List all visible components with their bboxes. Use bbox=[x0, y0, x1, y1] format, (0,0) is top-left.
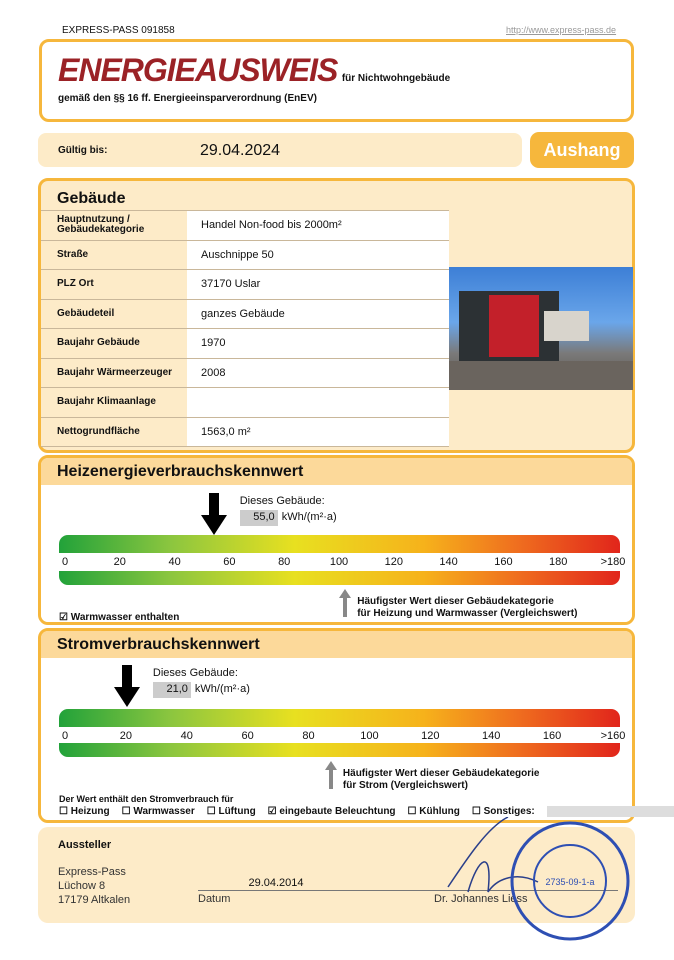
scale-tick-label: 20 bbox=[113, 556, 126, 568]
row-label: Nettogrundfläche bbox=[41, 418, 187, 447]
scale-tick-label: 100 bbox=[329, 556, 349, 568]
validity-date: 29.04.2024 bbox=[200, 142, 281, 159]
value-unit: kWh/(m²·a) bbox=[281, 511, 337, 523]
reference-text-2: für Strom (Vergleichswert) bbox=[342, 780, 468, 791]
svg-text:2735-09-1-a: 2735-09-1-a bbox=[545, 877, 595, 887]
building-section bbox=[38, 178, 635, 453]
row-value: 2008 bbox=[187, 359, 449, 388]
checkbox-icon[interactable]: ☐ bbox=[121, 806, 131, 817]
scale-tick-label: 60 bbox=[241, 730, 254, 742]
option-checkbox[interactable] bbox=[207, 806, 256, 817]
option-checkbox[interactable] bbox=[268, 806, 396, 817]
signer-name: Dr. Johannes Liess bbox=[434, 893, 528, 905]
pass-id: EXPRESS-PASS 091858 bbox=[62, 25, 175, 36]
table-row bbox=[41, 359, 449, 389]
building-value-arrow-icon bbox=[114, 665, 140, 707]
scale-tick-label: 160 bbox=[494, 556, 513, 568]
scale-bar-top bbox=[59, 709, 620, 727]
row-value: 37170 Uslar bbox=[187, 270, 449, 299]
scale-tick-label: 0 bbox=[61, 730, 69, 742]
building-value: 21,0 bbox=[153, 682, 191, 698]
scale-tick-label: 100 bbox=[360, 730, 379, 742]
building-table bbox=[41, 210, 449, 438]
issuer-city: 17179 Altkalen bbox=[58, 894, 131, 906]
checkbox-icon[interactable]: ☑ bbox=[267, 806, 277, 817]
scale-tick-label: 120 bbox=[384, 556, 403, 568]
scale-tick-label: 20 bbox=[119, 730, 132, 742]
table-row bbox=[41, 388, 449, 418]
reference-arrow-icon bbox=[339, 589, 351, 617]
table-row bbox=[41, 329, 449, 359]
electricity-section bbox=[38, 628, 635, 823]
website-link[interactable]: http://www.express-pass.de bbox=[506, 25, 617, 35]
scale-tick-label: 140 bbox=[482, 730, 501, 742]
title-suffix: für Nichtwohngebäude bbox=[341, 73, 451, 84]
row-value: Handel Non-food bis 2000m² bbox=[187, 211, 449, 240]
reference-text-1: Häufigster Wert dieser Gebäudekategorie bbox=[342, 768, 540, 779]
checkbox-icon[interactable]: ☐ bbox=[206, 806, 216, 817]
electricity-options bbox=[59, 806, 674, 817]
scale-bar-bottom bbox=[59, 743, 620, 757]
scale-tick-label: 0 bbox=[61, 556, 69, 568]
table-row bbox=[41, 270, 449, 300]
heating-section bbox=[38, 455, 635, 625]
row-value: ganzes Gebäude bbox=[187, 300, 449, 329]
option-checkbox[interactable] bbox=[59, 806, 110, 817]
reference-text-1: Häufigster Wert dieser Gebäudekategorie bbox=[357, 596, 554, 607]
scale-tick-label: 180 bbox=[549, 556, 568, 568]
checkbox-icon[interactable]: ☐ bbox=[407, 806, 417, 817]
reference-arrow-icon bbox=[325, 761, 337, 789]
building-value: 55,0 bbox=[240, 510, 278, 526]
checkbox-label: Warmwasser enthalten bbox=[70, 612, 180, 623]
subtitle: gemäß den §§ 16 ff. Energieeinsparverordnung (EnEV) bbox=[58, 93, 317, 104]
checkbox-label: Warmwasser bbox=[133, 806, 195, 817]
reference-text-2: für Heizung und Warmwasser (Vergleichswert) bbox=[357, 608, 578, 619]
building-label: Dieses Gebäude: bbox=[152, 667, 238, 679]
issuer-name: Express-Pass bbox=[58, 866, 126, 878]
row-label: Straße bbox=[41, 241, 187, 270]
official-stamp bbox=[508, 819, 633, 944]
scale-tick-label: 60 bbox=[223, 556, 236, 568]
row-value: Auschnippe 50 bbox=[187, 241, 449, 270]
row-label: Baujahr Klimaanlage bbox=[41, 388, 187, 417]
document-title: ENERGIEAUSWEIS bbox=[58, 52, 338, 88]
scale-bar-bottom bbox=[59, 571, 620, 585]
validity-label: Gültig bis: bbox=[58, 145, 108, 156]
building-title: Gebäude bbox=[57, 190, 126, 207]
issue-date: 29.04.2014 bbox=[248, 877, 304, 889]
option-checkbox[interactable] bbox=[472, 806, 535, 817]
issuer-street: Lüchow 8 bbox=[58, 880, 106, 892]
title-box bbox=[39, 39, 634, 122]
checkbox-label: Lüftung bbox=[218, 806, 256, 817]
table-row bbox=[41, 300, 449, 330]
building-label: Dieses Gebäude: bbox=[239, 495, 325, 507]
row-label: Gebäudeteil bbox=[41, 300, 187, 329]
issuer-section bbox=[38, 827, 635, 923]
electricity-title: Stromverbrauchskennwert bbox=[41, 631, 632, 658]
row-label: Baujahr Wärmeerzeuger bbox=[41, 359, 187, 388]
includes-label: Der Wert enthält den Stromverbrauch für bbox=[59, 794, 234, 804]
table-row bbox=[41, 211, 449, 241]
scale-tick-label: 80 bbox=[278, 556, 291, 568]
checkbox-label: Kühlung bbox=[419, 806, 460, 817]
aushang-badge: Aushang bbox=[530, 132, 634, 168]
option-checkbox[interactable] bbox=[408, 806, 460, 817]
row-label: Baujahr Gebäude bbox=[41, 329, 187, 358]
validity-bar bbox=[38, 133, 522, 167]
scale-tick-label: 40 bbox=[180, 730, 193, 742]
scale-tick-label: 40 bbox=[168, 556, 181, 568]
scale-tick-label: >180 bbox=[600, 556, 626, 568]
row-value: 1563,0 m² bbox=[187, 418, 449, 447]
sonstiges-field[interactable] bbox=[547, 806, 674, 817]
warmwasser-checkbox[interactable] bbox=[59, 612, 179, 623]
value-unit: kWh/(m²·a) bbox=[194, 683, 250, 695]
issuer-title: Aussteller bbox=[58, 839, 112, 851]
heating-title: Heizenergieverbrauchskennwert bbox=[41, 458, 632, 485]
scale-tick-label: 160 bbox=[542, 730, 562, 742]
option-checkbox[interactable] bbox=[122, 806, 195, 817]
checkbox-icon[interactable]: ☐ bbox=[59, 806, 68, 817]
row-value: 1970 bbox=[187, 329, 449, 358]
checkbox-label: Sonstiges: bbox=[483, 806, 535, 817]
building-value-arrow-icon bbox=[201, 493, 227, 535]
date-label: Datum bbox=[198, 893, 231, 905]
scale-bar-top bbox=[59, 535, 620, 553]
checkbox-label: Heizung bbox=[70, 806, 110, 817]
scale-tick-label: 80 bbox=[302, 730, 315, 742]
scale-tick-label: 140 bbox=[439, 556, 458, 568]
row-label: PLZ Ort bbox=[41, 270, 187, 299]
checkbox-icon[interactable]: ☐ bbox=[471, 806, 481, 817]
table-row bbox=[41, 241, 449, 271]
row-value bbox=[187, 388, 449, 417]
table-row bbox=[41, 418, 449, 448]
scale-tick-label: 120 bbox=[421, 730, 440, 742]
building-photo bbox=[449, 267, 633, 390]
row-label: Hauptnutzung / Gebäudekategorie bbox=[41, 211, 187, 240]
scale-tick-label: >160 bbox=[600, 730, 626, 742]
checkbox-icon[interactable]: ☑ bbox=[59, 612, 68, 623]
checkbox-label: eingebaute Beleuchtung bbox=[279, 806, 396, 817]
